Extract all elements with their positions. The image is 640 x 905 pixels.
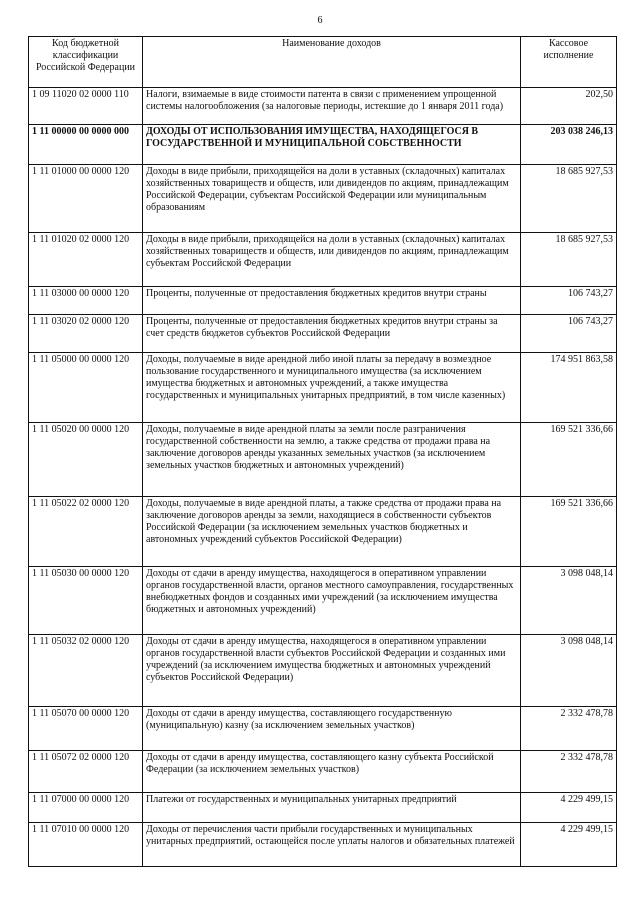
row-code-cell: 1 11 00000 00 0000 000 <box>29 125 143 165</box>
row-code-cell: 1 11 05022 02 0000 120 <box>29 497 143 567</box>
table-header-row <box>29 37 617 88</box>
table-row <box>29 165 617 233</box>
row-code-cell: 1 11 05000 00 0000 120 <box>29 353 143 423</box>
page-number: 6 <box>317 15 323 26</box>
row-code-cell: 1 11 07010 00 0000 120 <box>29 823 143 867</box>
table-body <box>29 88 617 867</box>
row-name-cell: Проценты, полученные от предоставления бюджетных кредитов внутри страны <box>143 287 521 315</box>
revenue-table <box>28 36 617 867</box>
row-code-cell: 1 11 05072 02 0000 120 <box>29 751 143 793</box>
table-row <box>29 353 617 423</box>
table-row <box>29 497 617 567</box>
row-code-cell: 1 11 05020 00 0000 120 <box>29 423 143 497</box>
row-sum-cell: 3 098 048,14 <box>521 567 617 635</box>
row-name-cell: ДОХОДЫ ОТ ИСПОЛЬЗОВАНИЯ ИМУЩЕСТВА, НАХОДЯЩЕГОСЯ В ГОСУДАРСТВЕННОЙ И МУНИЦИПАЛЬНОЙ СОБСТВЕННОСТИ <box>143 125 521 165</box>
table-row <box>29 88 617 125</box>
row-code-cell: 1 11 03000 00 0000 120 <box>29 287 143 315</box>
row-sum-cell: 4 229 499,15 <box>521 823 617 867</box>
table-row <box>29 707 617 751</box>
row-code-cell: 1 11 05032 02 0000 120 <box>29 635 143 707</box>
row-sum-cell: 106 743,27 <box>521 287 617 315</box>
table-row <box>29 423 617 497</box>
row-code-cell: 1 11 01020 02 0000 120 <box>29 233 143 287</box>
row-name-cell: Проценты, полученные от предоставления бюджетных кредитов внутри страны за счет средств бюджетов субъектов Российской Федерации <box>143 315 521 353</box>
row-name-cell: Доходы, получаемые в виде арендной платы за земли после разграничения государственной собственности на землю, а также средства от продажи права на заключение договоров аренды указанных земельных участков (за исключением земельных участков бюджетных и автономных учреждений) <box>143 423 521 497</box>
header-sum: Кассовое исполнение <box>521 37 617 88</box>
table-row <box>29 793 617 823</box>
table-row <box>29 751 617 793</box>
table-row <box>29 635 617 707</box>
table-row <box>29 823 617 867</box>
row-name-cell: Доходы от сдачи в аренду имущества, находящегося в оперативном управлении органов государственной власти, органов местного самоуправления, государственных внебюджетных фондов и созданных ими учреждений (за исключением имущества бюджетных и автономных учреждений) <box>143 567 521 635</box>
table-row <box>29 233 617 287</box>
row-code-cell: 1 11 03020 02 0000 120 <box>29 315 143 353</box>
table-row <box>29 125 617 165</box>
row-name-cell: Доходы от сдачи в аренду имущества, составляющего казну субъекта Российской Федерации (за исключением земельных участков) <box>143 751 521 793</box>
row-sum-cell: 2 332 478,78 <box>521 751 617 793</box>
row-sum-cell: 18 685 927,53 <box>521 233 617 287</box>
row-name-cell: Доходы, получаемые в виде арендной платы, а также средства от продажи права на заключение договоров аренды за земли, находящиеся в собственности субъектов Российской Федерации (за исключением земельных участков бюджетных и автономных учреждений субъектов Российской Федерации) <box>143 497 521 567</box>
table-row <box>29 287 617 315</box>
table-row <box>29 315 617 353</box>
row-sum-cell: 203 038 246,13 <box>521 125 617 165</box>
row-sum-cell: 18 685 927,53 <box>521 165 617 233</box>
header-name: Наименование доходов <box>143 37 521 88</box>
row-sum-cell: 169 521 336,66 <box>521 497 617 567</box>
row-sum-cell: 2 332 478,78 <box>521 707 617 751</box>
row-name-cell: Доходы в виде прибыли, приходящейся на доли в уставных (складочных) капиталах хозяйственных товариществ и обществ, или дивидендов по акциям, принадлежащим субъектам Российской Федерации <box>143 233 521 287</box>
row-sum-cell: 3 098 048,14 <box>521 635 617 707</box>
table-row <box>29 567 617 635</box>
row-sum-cell: 169 521 336,66 <box>521 423 617 497</box>
row-name-cell: Доходы от сдачи в аренду имущества, находящегося в оперативном управлении органов государственной власти субъектов Российской Федерации и созданных ими учреждений (за исключением имущества бюджетных и автономных учреждений субъектов Российской Федерации) <box>143 635 521 707</box>
row-code-cell: 1 11 01000 00 0000 120 <box>29 165 143 233</box>
row-sum-cell: 174 951 863,58 <box>521 353 617 423</box>
row-name-cell: Налоги, взимаемые в виде стоимости патента в связи с применением упрощенной системы налогообложения (за налоговые периоды, истекшие до 1 января 2011 года) <box>143 88 521 125</box>
row-sum-cell: 202,50 <box>521 88 617 125</box>
row-sum-cell: 4 229 499,15 <box>521 793 617 823</box>
row-name-cell: Доходы в виде прибыли, приходящейся на доли в уставных (складочных) капиталах хозяйственных товариществ и обществ, или дивидендов по акциям, принадлежащим Российской Федерации, субъектам Российской Федерации или муниципальным образованиям <box>143 165 521 233</box>
row-code-cell: 1 11 07000 00 0000 120 <box>29 793 143 823</box>
row-name-cell: Платежи от государственных и муниципальных унитарных предприятий <box>143 793 521 823</box>
row-sum-cell: 106 743,27 <box>521 315 617 353</box>
row-code-cell: 1 09 11020 02 0000 110 <box>29 88 143 125</box>
row-name-cell: Доходы, получаемые в виде арендной либо иной платы за передачу в возмездное пользование государственного и муниципального имущества (за исключением имущества бюджетных и автономных учреждений, а также имущества государственных и муниципальных унитарных предприятий, в том числе казенных) <box>143 353 521 423</box>
row-name-cell: Доходы от сдачи в аренду имущества, составляющего государственную (муниципальную) казну (за исключением земельных участков) <box>143 707 521 751</box>
row-code-cell: 1 11 05070 00 0000 120 <box>29 707 143 751</box>
row-code-cell: 1 11 05030 00 0000 120 <box>29 567 143 635</box>
header-code: Код бюджетной классификации Российской Федерации <box>29 37 143 88</box>
row-name-cell: Доходы от перечисления части прибыли государственных и муниципальных унитарных предприятий, остающейся после уплаты налогов и обязательных платежей <box>143 823 521 867</box>
